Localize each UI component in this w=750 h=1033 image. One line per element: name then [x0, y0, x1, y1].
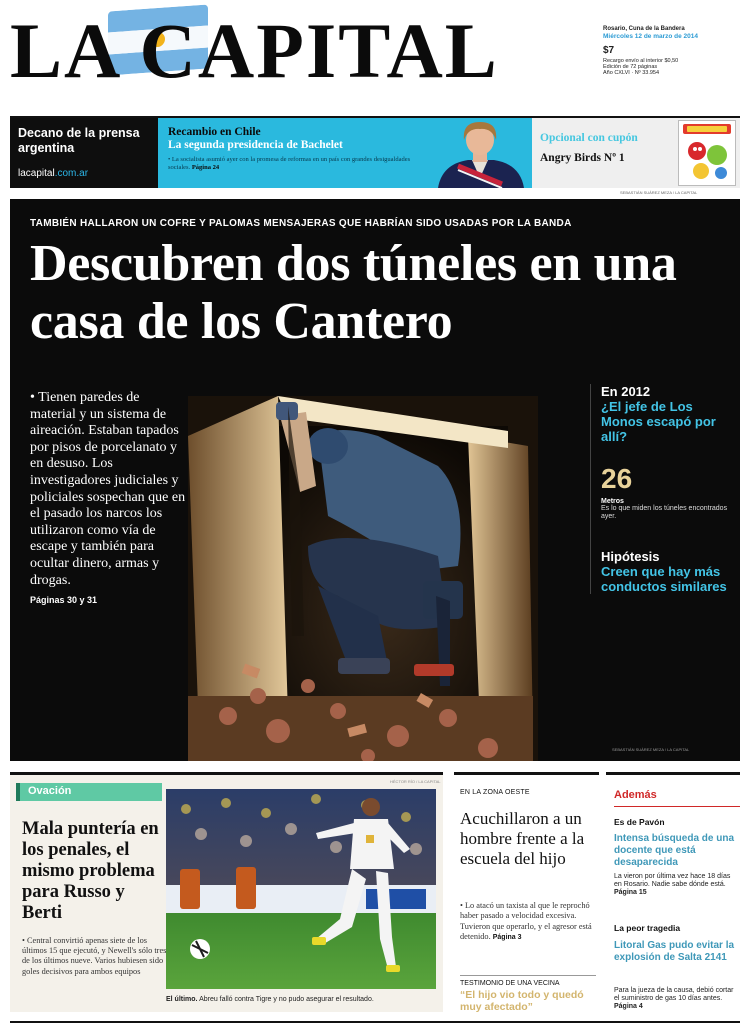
issue-date: Miércoles 12 de marzo de 2014 [603, 33, 699, 40]
issue-price: $7 [603, 45, 615, 56]
feature-pages: Páginas 30 y 31 [30, 595, 98, 606]
angry-birds-label: Angry Birds Nº 1 [540, 152, 625, 164]
newspaper-logo: LA CAPITAL [10, 7, 499, 94]
chile-summary [168, 156, 418, 172]
site-link[interactable] [18, 168, 150, 179]
feature-sidebox [590, 384, 738, 594]
ademas-title: Además [614, 789, 657, 801]
ademas-page-1: Página 15 [614, 889, 647, 897]
oeste-body-text: • Lo atacó un taxista al que le reprochó haber pasado a velocidad excesiva. Tuvieron que operarlo, y el agresor está detenido. [460, 901, 592, 942]
issue-recargo: Recargo envío al interior $0,50 [603, 58, 679, 64]
feature-headline[interactable]: Descubren dos túneles en una casa de los Cantero [30, 235, 677, 350]
feature-kicker: TAMBIÉN HALLARON UN COFRE Y PALOMAS MENSAJERAS QUE HABRÍAN SIDO USADAS POR LA BANDA [30, 218, 572, 229]
ademas-headline-2[interactable]: Litoral Gas pudo evitar la explosión de Salta 2141 [614, 940, 735, 963]
feature-lead [30, 390, 186, 609]
main-feature [10, 199, 740, 761]
issue-city: Rosario, Cuna de la Bandera [603, 26, 685, 32]
masthead [0, 0, 750, 112]
site-link-main: lacapital [18, 168, 55, 179]
ademas-desc-1-text: La vieron por última vez hace 18 días en Rosario. Nadie sabe dónde está. [614, 873, 731, 889]
opcional-label: Opcional con cupón [540, 132, 638, 144]
oeste-zone: EN LA ZONA OESTE [460, 789, 530, 796]
oeste-section [454, 772, 599, 1012]
ademas-kicker-2: La peor tragedia [614, 923, 681, 933]
ovacion-credit: HÉCTOR RÍO / LA CAPITAL [390, 779, 441, 784]
site-link-tld: .com.ar [54, 168, 89, 179]
angry-birds-cover [678, 120, 736, 186]
ademas-desc-2 [614, 987, 740, 1012]
side-question: ¿El jefe de Los Monos escapó por allí? [601, 399, 716, 444]
issue-numero: Año CXLVI · Nº 33.954 [603, 70, 660, 76]
side-hypothesis-label: Hipótesis [601, 549, 660, 564]
feature-lead-text: • Tienen paredes de material y un sistema de aireación. Estaban tapados por pisos de porcelanato y en desuso. Los investigadores judiciales y policiales sospechan que en el pasado los narcos los utilizaron como vía de escape y también para ocultar dinero, armas y drogas. [30, 390, 186, 588]
chile-summary-text: • La socialista asumió ayer con la promesa de reformas en un país con grandes desigualdades sociales. [168, 156, 411, 171]
oeste-body [460, 901, 596, 944]
side-unit-desc: Es lo que miden los túneles encontrados ayer. [601, 505, 728, 520]
ademas-section [606, 772, 740, 1012]
tunnel-photo [188, 396, 538, 761]
side-hypothesis-text: Creen que hay más conductos similares [601, 564, 727, 594]
ovacion-tag: Ovación [16, 783, 162, 801]
chile-page: Página 24 [191, 164, 220, 171]
ovacion-body: • Central convirtió apenas siete de los últimos 15 que ejecutó, y Newell's sólo tres de los últimos nueve. Varios hubiesen sido goles decisivos para ambos equipos [22, 936, 167, 976]
oeste-headline[interactable]: Acuchillaron a un hombre frente a la escuela del hijo [460, 809, 585, 868]
oeste-testimonio: TESTIMONIO DE UNA VECINA [460, 975, 596, 987]
oeste-quote: “El hijo vio todo y quedó muy afectado” [460, 989, 584, 1013]
ovacion-section [10, 772, 443, 1012]
side-unit: Metros [601, 498, 624, 505]
bachelet-photo [428, 118, 532, 188]
side-number: 26 [601, 463, 633, 494]
ademas-desc-1 [614, 873, 740, 898]
football-photo [166, 789, 436, 989]
page-bottom-rule [10, 1021, 740, 1023]
strip-credit: SEBASTIÁN SUÁREZ MEZA / LA CAPITAL [620, 190, 698, 195]
side-year: En 2012 [601, 384, 651, 399]
caption-text: Abreu falló contra Tigre y no pudo asegurar el resultado. [199, 996, 374, 1003]
ademas-divider [614, 806, 740, 807]
feature-photo-credit: SEBASTIÁN SUÁREZ MEZA / LA CAPITAL [612, 747, 690, 752]
promo-strip [10, 116, 740, 188]
oeste-page: Página 3 [492, 934, 522, 942]
ademas-headline-1[interactable]: Intensa búsqueda de una docente que está desaparecida [614, 833, 735, 868]
decano-slogan: Decano de la prensa argentina [18, 126, 140, 155]
decano-box [10, 118, 158, 188]
ovacion-headline[interactable]: Mala puntería en los penales, el mismo problema para Russo y Berti [22, 819, 159, 923]
football-caption [166, 996, 441, 1003]
ademas-kicker-1: Es de Pavón [614, 817, 665, 827]
chile-headline: La segunda presidencia de Bachelet [168, 139, 343, 151]
issue-edicion: Edición de 72 páginas [603, 64, 658, 70]
caption-lead: El último. [166, 996, 198, 1003]
chile-kicker: Recambio en Chile [168, 126, 261, 138]
ademas-desc-2-text: Para la jueza de la causa, debió cortar el suministro de gas 10 días antes. [614, 987, 734, 1003]
ademas-page-2: Página 4 [614, 1003, 643, 1011]
issue-info [603, 26, 743, 76]
